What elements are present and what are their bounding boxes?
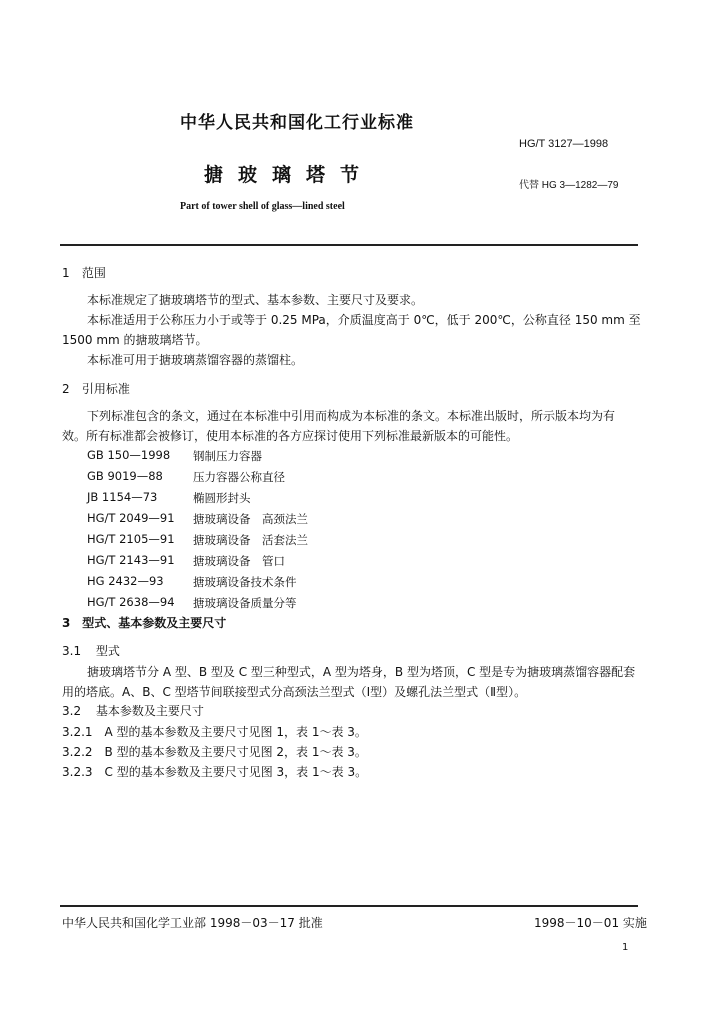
reference-code: HG/T 2143—91	[87, 553, 175, 567]
replaces-standard: 代替 HG 3—1282—79	[519, 180, 619, 191]
reference-name: 搪玻璃设备 活套法兰	[193, 533, 308, 547]
section-number: 2	[62, 382, 70, 396]
org-title: 中华人民共和国化工行业标准	[180, 113, 414, 133]
reference-name: 压力容器公称直径	[193, 470, 285, 484]
paragraph-continued: 效。所有标准都会被修订，使用本标准的各方应探讨使用下列标准最新版本的可能性。	[62, 429, 519, 443]
clause-3-2-2: 3.2.2 B 型的基本参数及主要尺寸见图 2，表 1～表 3。	[62, 745, 367, 759]
reference-name: 搪玻璃设备 高颈法兰	[193, 512, 308, 526]
subsection-3-2-heading	[62, 702, 204, 719]
reference-code: GB 9019—88	[87, 469, 163, 483]
footer-divider	[60, 905, 638, 907]
subsection-3-1-heading	[62, 642, 120, 659]
reference-code: GB 150—1998	[87, 448, 171, 462]
reference-name: 搪玻璃设备 管口	[193, 554, 285, 568]
subsection-number: 3.2	[62, 704, 82, 718]
reference-code: JB 1154—73	[87, 490, 158, 504]
reference-name: 椭圆形封头	[193, 491, 251, 505]
standard-code: HG/T 3127—1998	[519, 138, 609, 150]
paragraph-continued: 1500 mm 的搪玻璃塔节。	[62, 333, 208, 347]
page-number: 1	[622, 942, 629, 953]
subsection-number: 3.1	[62, 644, 82, 658]
approval-statement: 中华人民共和国化学工业部 1998－03－17 批准	[62, 916, 323, 930]
english-title: Part of tower shell of glass—lined steel	[180, 201, 345, 212]
subsection-title: 型式	[95, 644, 120, 658]
section-2-heading	[62, 380, 130, 397]
paragraph: 搪玻璃塔节分 A 型、B 型及 C 型三种型式，A 型为塔身，B 型为塔顶，C 型是专为搪玻璃蒸馏容器配套	[87, 665, 636, 679]
reference-code: HG/T 2049—91	[87, 511, 175, 525]
subsection-title: 基本参数及主要尺寸	[95, 704, 204, 718]
reference-code: HG/T 2105—91	[87, 532, 175, 546]
paragraph: 本标准规定了搪玻璃塔节的型式、基本参数、主要尺寸及要求。	[87, 293, 424, 307]
section-title: 型式、基本参数及主要尺寸	[82, 616, 227, 630]
reference-code: HG 2432—93	[87, 574, 164, 588]
section-title: 引用标准	[81, 382, 130, 396]
clause-3-2-1: 3.2.1 A 型的基本参数及主要尺寸见图 1，表 1～表 3。	[62, 725, 367, 739]
header-divider	[60, 244, 638, 246]
reference-name: 搪玻璃设备质量分等	[193, 596, 297, 610]
reference-name: 搪玻璃设备技术条件	[193, 575, 297, 589]
section-3-heading	[62, 614, 226, 631]
section-number: 1	[62, 266, 70, 280]
implementation-date: 1998－10－01 实施	[534, 916, 647, 930]
paragraph: 下列标准包含的条文，通过在本标准中引用而构成为本标准的条文。本标准出版时，所示版本均为有	[87, 409, 616, 423]
paragraph-continued: 用的塔底。A、B、C 型塔节间联接型式分高颈法兰型式（Ⅰ型）及螺孔法兰型式（Ⅱ型）。	[62, 685, 527, 699]
reference-name: 钢制压力容器	[193, 449, 262, 463]
paragraph: 本标准可用于搪玻璃蒸馏容器的蒸馏柱。	[87, 353, 304, 367]
section-title: 范围	[81, 266, 106, 280]
reference-code: HG/T 2638—94	[87, 595, 175, 609]
clause-3-2-3: 3.2.3 C 型的基本参数及主要尺寸见图 3，表 1～表 3。	[62, 765, 368, 779]
section-number: 3	[62, 616, 71, 630]
section-1-heading	[62, 264, 106, 281]
document-title: 搪玻璃塔节	[204, 164, 375, 186]
paragraph: 本标准适用于公称压力小于或等于 0.25 MPa，介质温度高于 0℃，低于 200℃，公称直径 150 mm 至	[87, 313, 641, 327]
